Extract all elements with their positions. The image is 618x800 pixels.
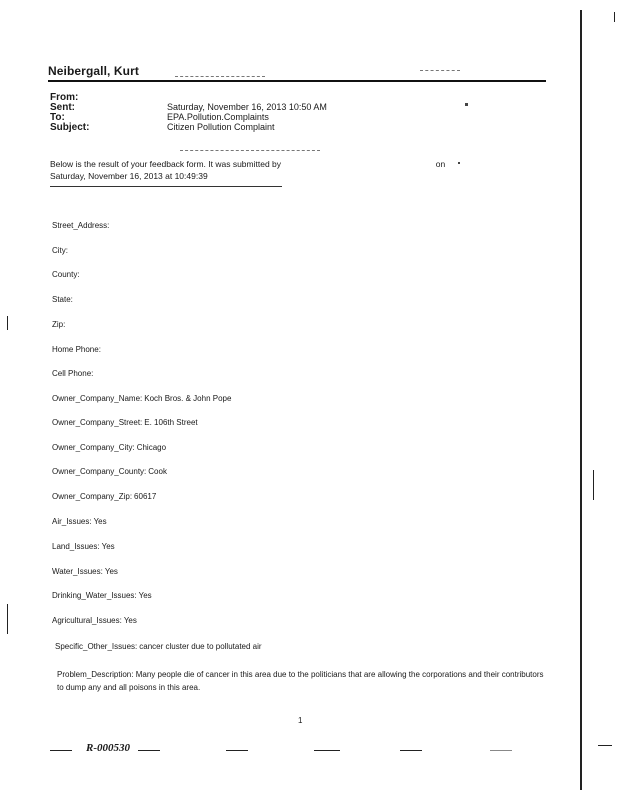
footer-line: [138, 750, 160, 751]
intro-rule: [50, 186, 282, 187]
scan-noise: [420, 70, 460, 71]
field-label: Water_Issues:: [52, 567, 103, 576]
field-state: [52, 295, 75, 304]
field-owner-company-city: [52, 443, 166, 452]
field-label: Land_Issues:: [52, 542, 100, 551]
field-label: Agricultural_Issues:: [52, 616, 122, 625]
field-air-issues: [52, 517, 107, 526]
field-label: Problem_Description:: [57, 670, 134, 679]
field-value: Yes: [101, 542, 115, 551]
field-label: Street_Address:: [52, 221, 110, 230]
field-value: 60617: [134, 492, 157, 501]
field-value: Yes: [93, 517, 107, 526]
field-label: Drinking_Water_Issues:: [52, 591, 137, 600]
field-label: Owner_Company_City:: [52, 443, 135, 452]
field-owner-company-name: [52, 394, 231, 403]
field-label: Cell Phone:: [52, 369, 94, 378]
field-specific-other-issues: [55, 642, 262, 651]
scan-edge-line: [580, 10, 582, 790]
scan-noise: [180, 150, 320, 151]
footer-line: [50, 750, 72, 751]
scan-margin-mark: [7, 316, 8, 330]
field-owner-company-county: [52, 467, 167, 476]
header-rule: [48, 80, 546, 82]
field-value: Yes: [138, 591, 152, 600]
scan-noise: [175, 76, 265, 77]
footer-line: [226, 750, 248, 751]
intro-line-1-prefix: Below is the result of your feedback form. It was submitted by: [50, 159, 282, 169]
field-label: Owner_Company_Name:: [52, 394, 143, 403]
email-author: Neibergall, Kurt: [48, 64, 139, 78]
header-label-from: From:: [50, 92, 79, 103]
header-label-to: To:: [50, 112, 65, 123]
field-label: Owner_Company_Street:: [52, 418, 143, 427]
header-value-to: EPA.Pollution.Complaints: [167, 112, 269, 122]
field-agricultural-issues: [52, 616, 137, 625]
footer-line: [598, 745, 612, 746]
field-land-issues: [52, 542, 115, 551]
field-drinking-water-issues: [52, 591, 152, 600]
bates-number: R-000530: [86, 742, 130, 754]
footer-line: [314, 750, 340, 751]
field-label: Home Phone:: [52, 345, 101, 354]
field-value: Yes: [123, 616, 137, 625]
field-label: Owner_Company_Zip:: [52, 492, 133, 501]
field-label: City:: [52, 246, 68, 255]
field-value: cancer cluster due to pollutated air: [139, 642, 262, 651]
page-number: 1: [298, 716, 303, 725]
footer-line: [400, 750, 422, 751]
field-zip: [52, 320, 67, 329]
intro-text: [50, 158, 520, 182]
scan-margin-mark: [593, 470, 594, 500]
intro-line-1-suffix: on: [435, 159, 446, 169]
field-label: State:: [52, 295, 73, 304]
field-owner-company-street: [52, 418, 198, 427]
intro-line-2: Saturday, November 16, 2013 at 10:49:39: [50, 171, 208, 181]
scan-margin-mark: [614, 12, 615, 22]
header-label-subject: Subject:: [50, 122, 90, 133]
field-value: Chicago: [136, 443, 167, 452]
field-county: [52, 270, 82, 279]
field-water-issues: [52, 567, 118, 576]
intro-line-1: [50, 158, 520, 170]
field-label: County:: [52, 270, 80, 279]
footer-line: [490, 750, 512, 751]
field-value: Many people die of cancer in this area due to the politicians that are allowing the corporations and their contributors to dump any and all poisons in this area.: [57, 670, 544, 692]
field-label: Air_Issues:: [52, 517, 92, 526]
header-label-sent: Sent:: [50, 102, 75, 113]
field-street-address: [52, 221, 111, 230]
field-value: Cook: [148, 467, 167, 476]
field-home-phone: [52, 345, 103, 354]
field-label: Specific_Other_Issues:: [55, 642, 138, 651]
field-label: Zip:: [52, 320, 66, 329]
field-cell-phone: [52, 369, 95, 378]
field-owner-company-zip: [52, 492, 156, 501]
field-city: [52, 246, 70, 255]
scan-noise: [465, 103, 468, 106]
field-label: Owner_Company_County:: [52, 467, 147, 476]
field-value: Koch Bros. & John Pope: [144, 394, 232, 403]
scan-margin-mark: [7, 604, 8, 634]
header-value-sent: Saturday, November 16, 2013 10:50 AM: [167, 102, 327, 112]
header-value-subject: Citizen Pollution Complaint: [167, 122, 275, 132]
field-value: E. 106th Street: [144, 418, 198, 427]
field-value: Yes: [104, 567, 118, 576]
field-problem-description: [57, 668, 547, 694]
